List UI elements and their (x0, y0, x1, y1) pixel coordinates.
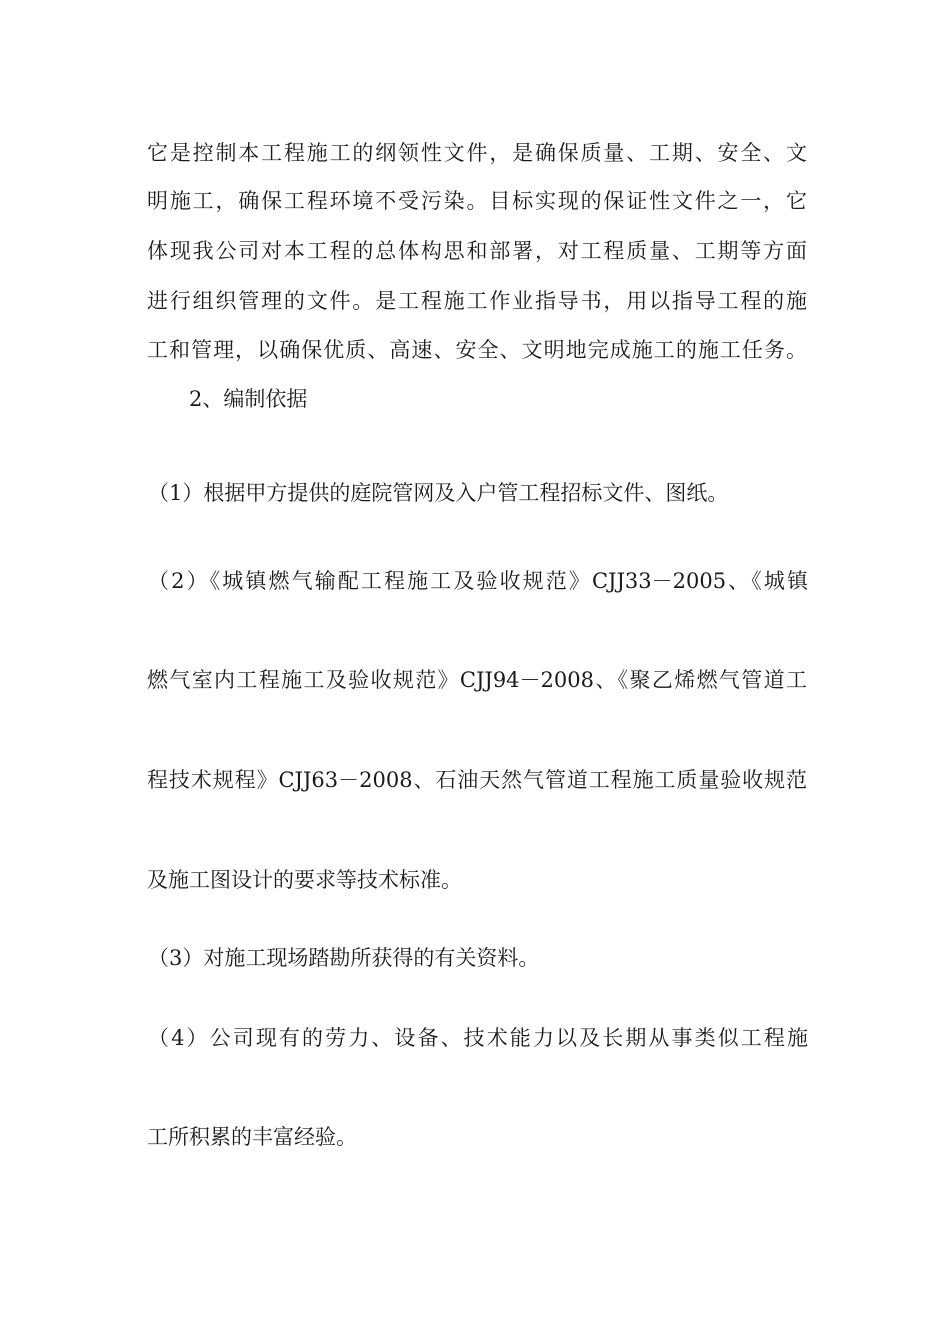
list-item-line: （2）《城镇燃气输配工程施工及验收规范》CJJ33－2005、《城镇 (148, 569, 808, 593)
list-item-line: 工所积累的丰富经验。 (147, 1125, 357, 1149)
paragraph-line: 明施工，确保工程环境不受污染。目标实现的保证性文件之一，它 (147, 189, 807, 213)
list-item-line: 程技术规程》CJJ63－2008、石油天然气管道工程施工质量验收规范 (147, 768, 807, 792)
list-item: （3）对施工现场踏勘所获得的有关资料。 (148, 946, 540, 970)
paragraph-line: 工和管理，以确保优质、高速、安全、文明地完成施工的施工任务。 (147, 338, 807, 362)
paragraph-line: 它是控制本工程施工的纲领性文件，是确保质量、工期、安全、文 (147, 141, 807, 165)
list-item-line: 燃气室内工程施工及验收规范》CJJ94－2008、《聚乙烯燃气管道工 (147, 668, 807, 692)
paragraph-line: 体现我公司对本工程的总体构思和部署，对工程质量、工期等方面 (147, 239, 807, 263)
list-item: （1）根据甲方提供的庭院管网及入户管工程招标文件、图纸。 (148, 481, 729, 505)
paragraph-line: 进行组织管理的文件。是工程施工作业指导书，用以指导工程的施 (147, 289, 807, 313)
list-item-line: 及施工图设计的要求等技术标准。 (147, 868, 462, 892)
section-heading: 2、编制依据 (189, 387, 308, 411)
list-item-line: （4）公司现有的劳力、设备、技术能力以及长期从事类似工程施 (148, 1026, 808, 1050)
